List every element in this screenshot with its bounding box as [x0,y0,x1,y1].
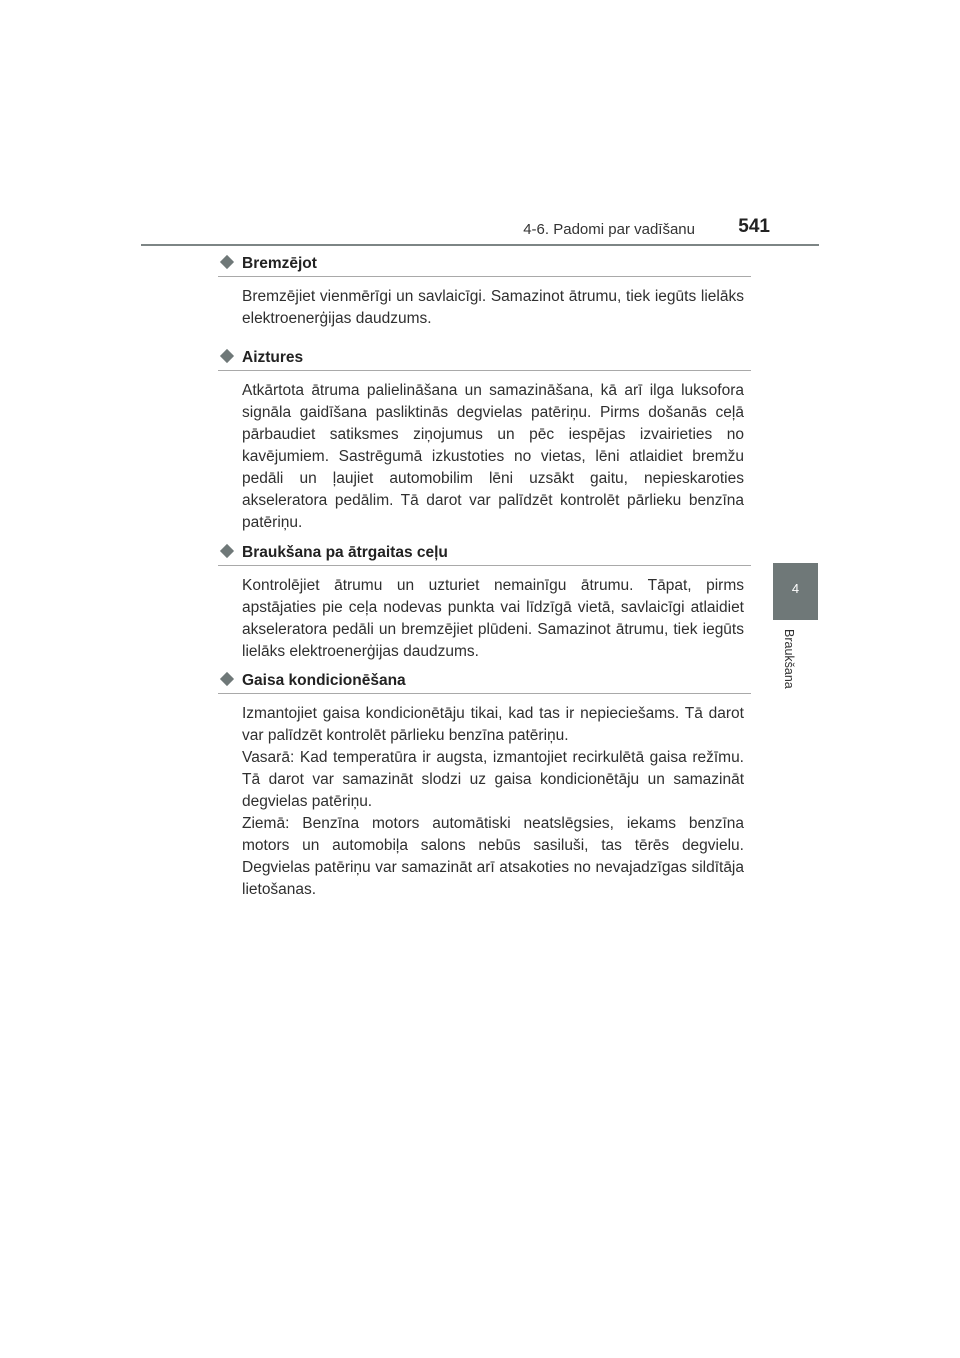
section-heading-text: Braukšana pa ātrgaitas ceļu [242,544,448,561]
section-heading [218,255,751,277]
section-heading-text: Aiztures [242,349,304,366]
paragraph: Ziemā: Benzīna motors automātiski neatslēgsies, iekams benzīna motors un automobiļa salons nebūs sasiluši, tas tērēs degvielu. Degvielas patēriņu var samazināt arī atsakoties no nevajadzīgas sildītāja lietošanas. [242,815,744,898]
section-air-conditioning [218,672,751,901]
section-highway [218,544,751,672]
section-body [242,380,744,534]
diamond-bullet-icon [220,672,234,686]
paragraph: Atkārtota ātruma palielināšana un samazināšana, kā arī ilga luksofora signāla gaidīšana pasliktinās degvielas patēriņu. Pirms došanās ceļā pārbaudiet satiksmes ziņojumus un pēc iespējas izvairieties no kavējumiem. Sastrēgumā izkustoties no vietas, lēni atlaidiet bremžu pedāli un ļaujiet automobilim lēni uzsākt gaitu, nepieskaroties akseleratora pedālim. Tā darot var palīdzēt kontrolēt pārlieku benzīna patēriņu. [242,382,744,531]
section-delays [218,349,751,544]
paragraph: Izmantojiet gaisa kondicionētāju tikai, kad tas ir nepieciešams. Tā darot var palīdzēt kontrolēt pārlieku benzīna patēriņu. [242,705,744,744]
section-braking [218,255,751,349]
diamond-bullet-icon [220,255,234,269]
header-rule [141,244,819,246]
paragraph: Bremzējiet vienmērīgi un savlaicīgi. Samazinot ātrumu, tiek iegūts lielāks elektroenerģijas daudzums. [242,288,744,327]
section-heading-text: Gaisa kondicionēšana [242,672,406,689]
diamond-bullet-icon [220,349,234,363]
chapter-side-label-text: Braukšana [782,629,796,689]
section-heading [218,349,751,371]
page-number: 541 [738,216,770,237]
section-heading [218,544,751,566]
paragraph: Vasarā: Kad temperatūra ir augsta, izmantojiet recirkulētā gaisa režīmu. Tā darot var samazināt slodzi uz gaisa kondicionētāju un samazināt degvielas patēriņu. [242,749,744,810]
paragraph: Kontrolējiet ātrumu un uzturiet nemainīgu ātrumu. Tāpat, pirms apstājaties pie ceļa nodevas punkta vai līdzīgā vietā, savlaicīgi atlaidiet akseleratora pedāli un bremzējiet plūdeni. Samazinot ātrumu, tiek iegūts lielāks elektroenerģijas daudzums. [242,577,744,660]
section-body [242,286,744,330]
chapter-tab-number: 4 [791,581,800,596]
chapter-side-label [772,629,818,699]
section-heading [218,672,751,694]
diamond-bullet-icon [220,544,234,558]
chapter-title: 4-6. Padomi par vadīšanu [523,221,695,238]
section-heading-text: Bremzējot [242,255,317,272]
chapter-tab[interactable] [773,563,818,620]
section-body [242,575,744,663]
section-body [242,703,744,901]
content [218,255,751,901]
